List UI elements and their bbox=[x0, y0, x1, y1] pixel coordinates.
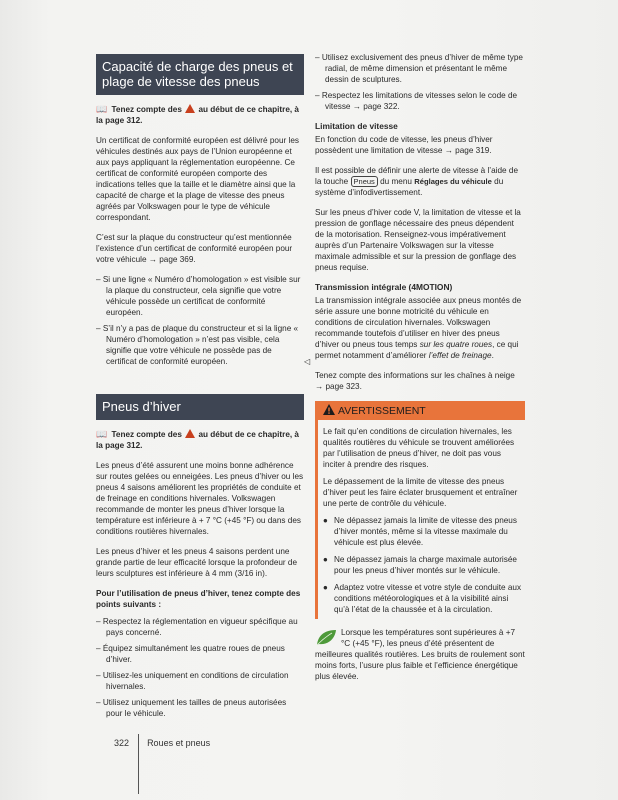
warning-header: AVERTISSEMENT bbox=[318, 401, 525, 420]
list-item: – Respectez les limitations de vitesses selon le code de vitesse → page 322. bbox=[315, 91, 518, 111]
section-heading-load-capacity: Capacité de charge des pneus et plage de vitesse des pneus bbox=[96, 54, 304, 95]
page-footer bbox=[114, 738, 210, 798]
list-item: – Si une ligne « Numéro d’homologation » est visible sur la plaque du constructeur, cela signifie que votre véhicule possède un certificat de conformité européen. bbox=[96, 275, 301, 317]
eco-note bbox=[315, 627, 525, 682]
paragraph: La transmission intégrale associée aux pneus montés de série assure une bonne motricité du véhicule en conditions de circulation hivernales. Volkswagen recommande toutefois d’utiliser en hiver des pneus d’hiver ou pneus tous temps sur les quatre roues, ce qui permet notamment d’améliorer l’effet de freinage. bbox=[315, 296, 522, 360]
paragraph: C’est sur la plaque du constructeur qu’est mentionnée l’existence d’un certificat de conformité européen pour votre véhicule → page 369. bbox=[96, 233, 293, 264]
menu-name: Réglages du véhicule bbox=[414, 177, 492, 186]
paragraph: Le dépassement de la limite de vitesse des pneus d’hiver peut les faire éclater brusquement et entraîner une perte de contrôle du véhicule. bbox=[323, 477, 518, 508]
section-heading-winter-tires: Pneus d’hiver bbox=[96, 394, 304, 420]
list-item: – S’il n’y a pas de plaque du constructeur et si la ligne « Numéro d’homologation » n’est pas visible, cela signifie que votre véhicule ne possède pas de certificat de conformité européen. ◁ bbox=[96, 324, 311, 366]
page-number: 322 bbox=[114, 738, 130, 748]
chapter-title: Roues et pneus bbox=[147, 738, 211, 748]
paragraph: Un certificat de conformité européen est délivré pour les véhicules destinés aux pays de l’Union européenne et aux pays appliquant la réglementation européenne. Ce certificat de conformité européen comporte des indications telles que la taille et le diamètre ainsi que la capacité de charge et la plage de vitesse des pneus agréés par Volkswagen pour le type de véhicule correspondant. bbox=[96, 136, 299, 222]
paragraph: Il est possible de définir une alerte de vitesse à l’aide de la touche Pneus du menu Réglages du véhicule du système d’infodivertissement. bbox=[315, 166, 518, 197]
list-item: – Équipez simultanément les quatre roues de pneus d’hiver. bbox=[96, 644, 285, 664]
right-column bbox=[315, 52, 525, 691]
tires-key: Pneus bbox=[351, 176, 378, 187]
subheading-speed-limit: Limitation de vitesse bbox=[315, 121, 398, 131]
paragraph: Sur les pneus d’hiver code V, la limitation de vitesse et la pression de gonflage nécessaire des pneus dépendent de la motorisation. Renseignez-vous impérativement auprès d’un Partenaire Volkswagen sur la vitesse maximale admissible et sur la pression de gonflage des pneus requise. bbox=[315, 208, 521, 272]
subheading-4motion: Transmission intégrale (4MOTION) bbox=[315, 282, 453, 292]
safety-reference: 📖 Tenez compte des au début de ce chapitre, à la page 312. bbox=[96, 429, 299, 450]
list-item: – Utilisez uniquement les tailles de pneus autorisées pour le véhicule. bbox=[96, 698, 287, 718]
footer-divider bbox=[138, 734, 139, 794]
book-icon: 📖 bbox=[96, 429, 108, 439]
warning-triangle-icon bbox=[323, 404, 335, 415]
eco-note-text: Lorsque les températures sont supérieures à +7 °C (+45 °F), les pneus d’été présentent de meilleures qualités routières. Les bruits de roulement sont moins forts, l’usure plus faible et l’efficience énergétique plus élevée. bbox=[315, 628, 525, 681]
warning-box bbox=[315, 401, 525, 619]
warning-bullet: ● Ne dépassez jamais la charge maximale autorisée pour les pneus d’hiver montés sur le véhicule. bbox=[323, 555, 517, 575]
list-item: – Utilisez exclusivement des pneus d’hiver de même type radial, de même dimension et présentant le même dessin de sculptures. bbox=[315, 53, 523, 84]
paragraph: Les pneus d’hiver et les pneus 4 saisons perdent une grande partie de leur efficacité lorsque la profondeur de leurs sculptures est inférieure à 4 mm (3/16 in). bbox=[96, 547, 298, 578]
paragraph: Tenez compte des informations sur les chaînes à neige → page 323. bbox=[315, 371, 515, 391]
safety-reference: 📖 Tenez compte des au début de ce chapitre, à la page 312. bbox=[96, 104, 299, 125]
book-icon: 📖 bbox=[96, 104, 108, 114]
list-item: – Respectez la réglementation en vigueur spécifique au pays concerné. bbox=[96, 617, 298, 637]
paragraph: Le fait qu’en conditions de circulation hivernales, les qualités routières du véhicule se trouvent améliorées par l’utilisation de pneus d’hiver, ne doit pas vous inciter à prendre des risques. bbox=[323, 427, 515, 469]
leaf-icon bbox=[315, 629, 337, 647]
paragraph: Les pneus d’été assurent une moins bonne adhérence sur routes gelées ou enneigées. Les pneus d’hiver ou les pneus 4 saisons améliorent les propriétés de conduite et de freinage en conditions hivernales. Volkswagen recommande de monter les pneus d’hiver lorsque la température est inférieure à + 7 °C (+45 °F) ou dans des conditions routières hivernales. bbox=[96, 461, 304, 536]
left-column bbox=[96, 54, 311, 724]
warning-body bbox=[318, 420, 525, 619]
list-item: – Utilisez-les uniquement en conditions de circulation hivernales. bbox=[96, 671, 289, 691]
warning-bullet: ● Adaptez votre vitesse et votre style de conduite aux conditions météorologiques et à la visibilité ainsi qu’à l’état de la chaussée et à la circulation. bbox=[323, 583, 522, 614]
points-title: Pour l’utilisation de pneus d’hiver, tenez compte des points suivants : bbox=[96, 589, 301, 609]
warning-triangle-icon bbox=[185, 104, 195, 113]
paragraph: En fonction du code de vitesse, les pneus d’hiver possèdent une limitation de vitesse → page 319. bbox=[315, 135, 493, 155]
warning-bullet: ● Ne dépassez jamais la limite de vitesse des pneus d’hiver montés, même si la vitesse maximale du véhicule est plus élevée. bbox=[323, 516, 517, 547]
warning-triangle-icon bbox=[185, 429, 195, 438]
